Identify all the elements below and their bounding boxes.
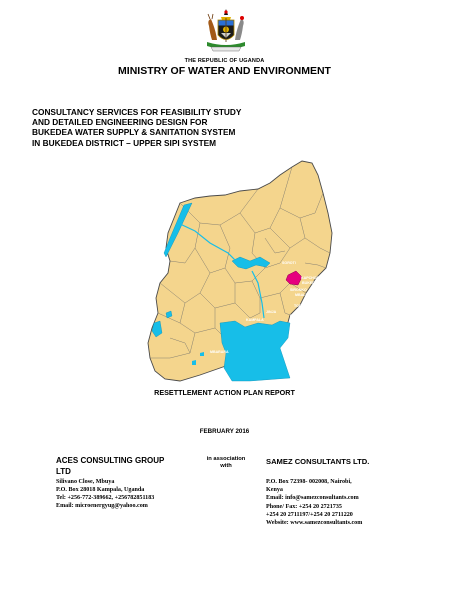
map-label: SOROTI — [282, 261, 296, 265]
samez-phone-alt: +254 20 2711197/+254 20 2711220 — [266, 511, 353, 518]
report-date: FEBRUARY 2016 — [199, 428, 250, 435]
title-line: AND DETAILED ENGINEERING DESIGN FOR — [32, 117, 208, 128]
aces-email: Email: microenergyug@yahoo.com — [56, 503, 148, 509]
association-label — [196, 456, 256, 470]
report-title: RESETTLEMENT ACTION PLAN REPORT — [154, 388, 295, 397]
title-line: CONSULTANCY SERVICES FOR FEASIBILITY STUDY — [32, 107, 242, 117]
project-title — [32, 107, 362, 148]
samez-phone-fax: Phone/ Fax: +254 20 2721735 — [266, 503, 342, 510]
lake-victoria — [220, 321, 290, 381]
aces-company-name — [56, 455, 206, 477]
aces-name-line: LTD — [56, 467, 71, 476]
samez-contact-block — [266, 478, 436, 527]
map-label: MBARARA — [210, 350, 229, 354]
samez-website: Website: www.samezconsultants.com — [266, 520, 363, 527]
title-line: IN BUKEDEA DISTRICT – UPPER SIPI SYSTEM — [32, 137, 217, 148]
aces-contact-block — [56, 478, 216, 510]
map-label: BUKEDEA — [302, 281, 320, 285]
map-label: JINJA — [266, 310, 277, 314]
samez-country: Kenya — [266, 487, 283, 494]
uganda-map — [140, 153, 345, 383]
ministry-title: MINISTRY OF WATER AND ENVIRONMENT — [118, 65, 331, 77]
map-label: TORORO — [294, 304, 310, 308]
samez-email: Email: info@samezconsultants.com — [266, 495, 359, 502]
republic-label: THE REPUBLIC OF UGANDA — [184, 58, 265, 64]
aces-name-line: ACES CONSULTING GROUP — [56, 456, 165, 465]
map-label: BUSIA — [290, 314, 302, 318]
map-label: KAMPALA — [246, 318, 264, 322]
coat-of-arms-emblem — [197, 6, 255, 56]
title-line: BUKEDEA WATER SUPPLY & SANITATION SYSTEM — [32, 127, 236, 138]
aces-phone: Tel: +256-772-389662, +256782851183 — [56, 495, 155, 501]
aces-address: Silivano Close, Mbuya — [56, 479, 115, 485]
map-label: KAPCHORWA — [301, 276, 325, 280]
association-line: in association — [206, 456, 246, 462]
association-line: with — [220, 463, 232, 469]
samez-po-box: P.O. Box 72398- 002008, Nairobi, — [266, 479, 352, 485]
samez-company-name: SAMEZ CONSULTANTS LTD. — [266, 457, 370, 466]
map-label: MBALE — [295, 293, 308, 297]
map-label: SIRONKO — [290, 288, 307, 292]
aces-po-box: P.O. Box 28018 Kampala, Uganda — [56, 487, 145, 493]
